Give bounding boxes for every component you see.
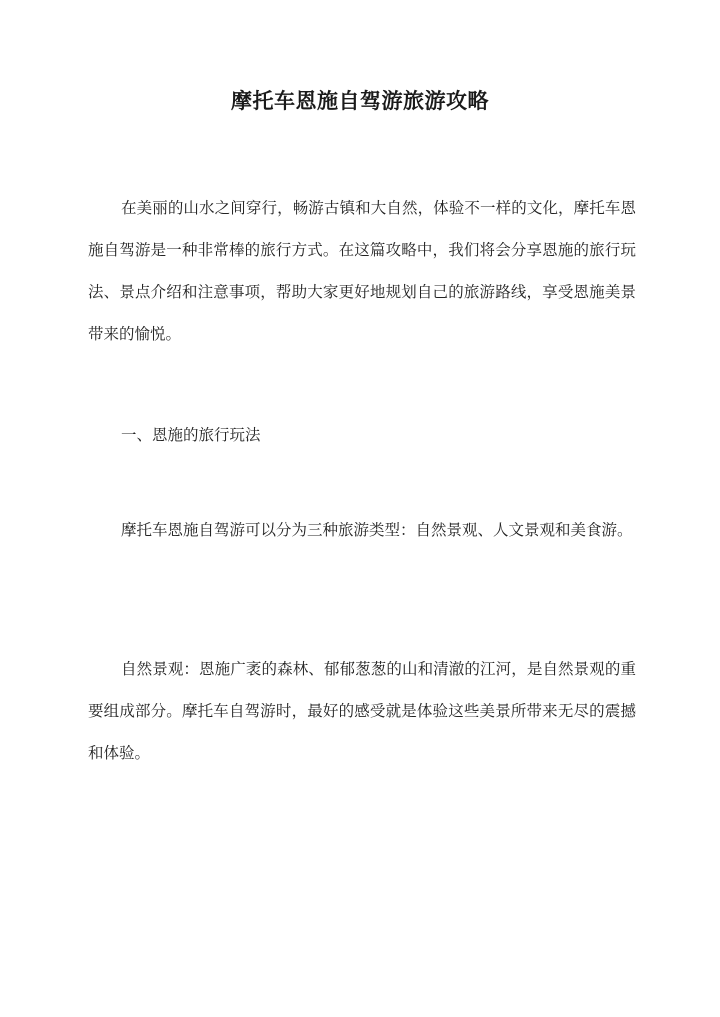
nature-paragraph: 自然景观：恩施广袤的森林、郁郁葱葱的山和清澈的江河，是自然景观的重要组成部分。摩托车自驾游时，最好的感受就是体验这些美景所带来无尽的震撼和体验。 <box>88 660 636 762</box>
section-intro-paragraph: 摩托车恩施自驾游可以分为三种旅游类型：自然景观、人文景观和美食游。 <box>121 521 633 539</box>
section-heading: 一、恩施的旅行玩法 <box>121 426 261 444</box>
intro-paragraph: 在美丽的山水之间穿行，畅游古镇和大自然，体验不一样的文化，摩托车恩施自驾游是一种非常棒的旅行方式。在这篇攻略中，我们将会分享恩施的旅行玩法、景点介绍和注意事项，帮助大家更好地规划自己的旅游路线，享受恩施美景带来的愉悦。 <box>88 199 636 343</box>
document-title: 摩托车恩施自驾游旅游攻略 <box>231 88 489 113</box>
